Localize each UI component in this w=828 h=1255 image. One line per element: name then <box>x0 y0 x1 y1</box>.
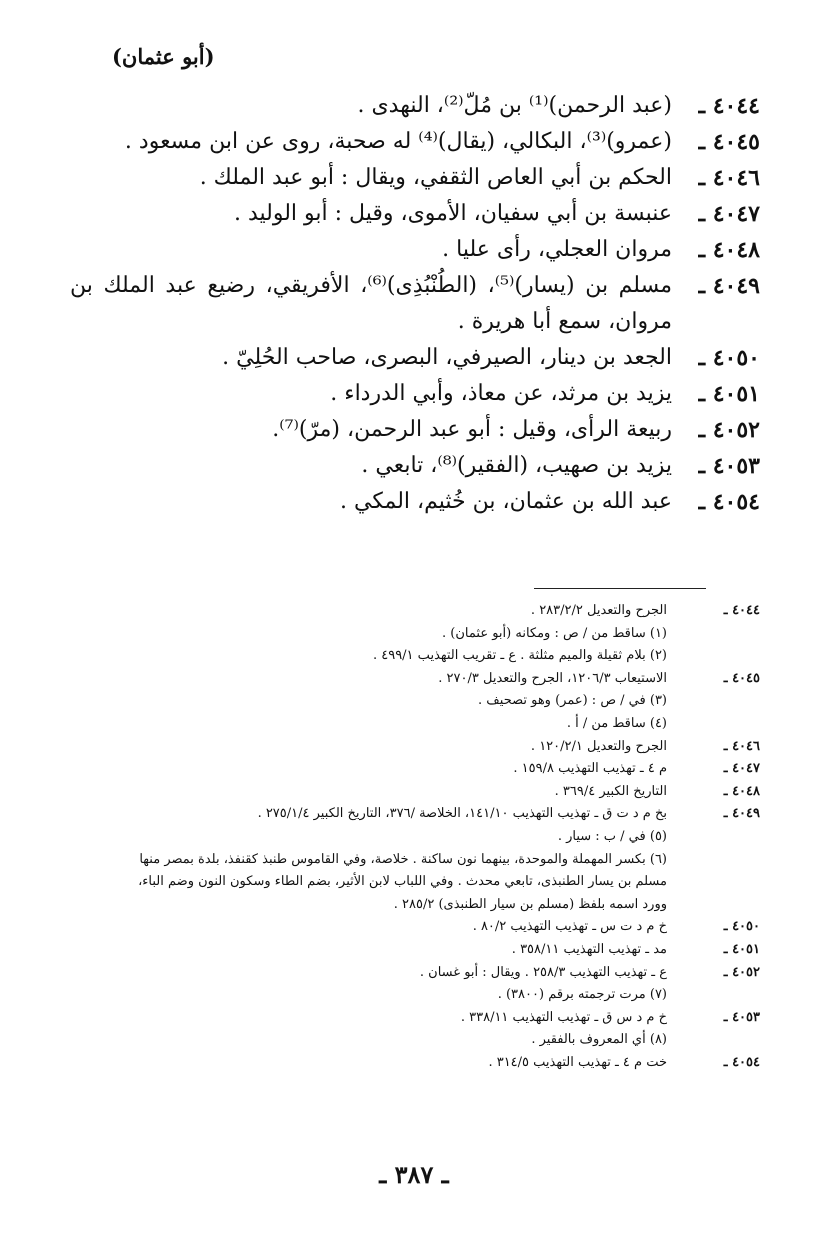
footnote-line: خت م ٤ ـ تهذيب التهذيب ٣١٤/٥ . <box>488 1054 667 1070</box>
footnote-line: مد ـ تهذيب التهذيب ٣٥٨/١١ . <box>511 941 667 957</box>
footnote-line: التاريخ الكبير ٣٦٩/٤ . <box>554 783 667 799</box>
footnote-entry-number: ٤٠٤٥ ـ <box>723 670 760 686</box>
footnote-group <box>90 758 760 781</box>
entry-text: يزيد بن صهيب، (الفقير)⁽⁸⁾، تابعي . <box>361 453 672 478</box>
entry-number: ٤٠٤٨ ـ <box>698 237 760 263</box>
entry <box>70 340 760 376</box>
page-number: ـ ٣٨٧ ـ <box>379 1160 449 1189</box>
entry <box>70 376 760 412</box>
footnote-line: مسلم بن يسار الطنبذى، تابعي محدث . وفي اللباب لابن الأثير، بضم الطاء وسكون النون وضم الباء، <box>138 874 667 890</box>
footnote-line: ع ـ تهذيب التهذيب ٢٥٨/٣ . ويقال : أبو غسان . <box>419 964 667 980</box>
entry-number: ٤٠٥٢ ـ <box>698 417 760 443</box>
entry <box>70 196 760 232</box>
footnote-separator <box>534 588 706 589</box>
footnote-entry-number: ٤٠٤٨ ـ <box>723 783 760 799</box>
footnotes <box>90 600 760 1074</box>
footnote-line: بخ م د ت ق ـ تهذيب التهذيب ١٤١/١٠، الخلاصة /٣٧٦، التاريخ الكبير ٢٧٥/١/٤ . <box>257 806 667 822</box>
footnote-line: (٤) ساقط من / أ . <box>566 715 667 731</box>
footnote-group <box>90 736 760 759</box>
footnote-line: وورد اسمه بلفظ (مسلم بن سيار الطنبذى) ٢٨٥/٢ . <box>393 896 667 912</box>
footnote-line: (٣) في / ص : (عمر) وهو تصحيف . <box>478 693 667 709</box>
footnote-line: الجرح والتعديل ٢٨٣/٢/٢ . <box>530 603 667 618</box>
footnote-line: خ م د ت س ـ تهذيب التهذيب ٨٠/٢ . <box>472 919 667 935</box>
footnote-group <box>90 803 760 916</box>
footnote-entry-number: ٤٠٤٩ ـ <box>723 806 760 822</box>
footnote-entry-number: ٤٠٥٣ ـ <box>723 1009 760 1025</box>
entry <box>70 232 760 268</box>
footnote-entry-number: ٤٠٥٤ ـ <box>723 1054 760 1070</box>
entry-number: ٤٠٤٩ ـ <box>698 273 760 299</box>
entry <box>70 124 760 160</box>
footnote-line: (٢) بلام ثقيلة والميم مثلثة . ع ـ تقريب التهذيب ٤٩٩/١ . <box>372 648 667 664</box>
footnote-entry-number: ٤٠٥١ ـ <box>723 941 760 957</box>
entry-number: ٤٠٥٠ ـ <box>698 345 760 371</box>
footnote-line: (٧) مرت ترجمته برقم (٣٨٠٠) . <box>497 987 667 1003</box>
footnote-group <box>90 600 760 668</box>
footnote-entry-number: ٤٠٤٧ ـ <box>723 761 760 777</box>
entry-number: ٤٠٥٤ ـ <box>698 489 760 515</box>
entry-text: الحكم بن أبي العاص الثقفي، ويقال : أبو عبد الملك . <box>199 165 672 190</box>
footnote-line: الجرح والتعديل ١٢٠/٢/١ . <box>530 738 667 754</box>
entry-number: ٤٠٤٤ ـ <box>698 93 760 119</box>
entries-list <box>70 88 760 520</box>
entry <box>70 484 760 520</box>
entry-text: عنبسة بن أبي سفيان، الأموى، وقيل : أبو الوليد . <box>233 201 672 226</box>
footnote-entry-number: ٤٠٤٦ ـ <box>723 738 760 754</box>
footnote-group <box>90 1052 760 1075</box>
footnote-entry-number: ٤٠٥٠ ـ <box>723 919 760 935</box>
entry <box>70 88 760 124</box>
entry-number: ٤٠٤٦ ـ <box>698 165 760 191</box>
footnote-group <box>90 668 760 736</box>
entry-number: ٤٠٤٥ ـ <box>698 129 760 155</box>
footnote-line: الاستيعاب ١٢٠٦/٣، الجرح والتعديل ٢٧٠/٣ . <box>438 670 667 686</box>
footnote-group <box>90 962 760 1007</box>
footnote-group <box>90 916 760 939</box>
entry <box>70 412 760 448</box>
entry-text: مروان العجلي، رأى عليا . <box>442 237 672 262</box>
entry <box>70 268 760 340</box>
footnote-group <box>90 781 760 804</box>
footnote-group <box>90 939 760 962</box>
footnote-line: (٦) بكسر المهملة والموحدة، بينهما نون ساكنة . خلاصة، وفي القاموس طنبذ كقنفذ، بلدة بمصر منها <box>139 851 667 867</box>
entry-text: ربيعة الرأى، وقيل : أبو عبد الرحمن، (مرّ)⁽⁷⁾. <box>272 417 672 442</box>
entry-text: الجعد بن دينار، الصيرفي، البصرى، صاحب الحُلِيّ . <box>222 345 672 370</box>
running-header: (أبو عثمان) <box>112 44 215 69</box>
footnote-line: (١) ساقط من / ص : ومكانه (أبو عثمان) . <box>442 625 667 641</box>
footnote-line: (٥) في / ب : سيار . <box>557 828 667 844</box>
entry-text: عبد الله بن عثمان، بن خُثيم، المكي . <box>340 489 672 514</box>
entry-text: مسلم بن (يسار)⁽⁵⁾، (الطُنْبُذِى)⁽⁶⁾، الأفريقي، رضيع عبد الملك بن مروان، سمع أبا هريرة . <box>70 273 673 334</box>
entry-text: يزيد بن مرثد، عن معاذ، وأبي الدرداء . <box>330 381 672 406</box>
entry <box>70 448 760 484</box>
entry-number: ٤٠٥١ ـ <box>698 381 760 407</box>
footnote-group <box>90 1007 760 1052</box>
entry-number: ٤٠٤٧ ـ <box>698 201 760 227</box>
entry <box>70 160 760 196</box>
entry-text: (عمرو)⁽³⁾، البكالي، (يقال)⁽⁴⁾ له صحبة، روى عن ابن مسعود . <box>124 129 672 154</box>
footnote-line: (٨) أي المعروف بالفقير . <box>531 1032 667 1048</box>
entry-number: ٤٠٥٣ ـ <box>698 453 760 479</box>
footnote-entry-number: ٤٠٤٤ ـ <box>723 603 760 618</box>
footnote-entry-number: ٤٠٥٢ ـ <box>723 964 760 980</box>
footnote-line: خ م د س ق ـ تهذيب التهذيب ٣٣٨/١١ . <box>460 1009 667 1025</box>
footnote-line: م ٤ ـ تهذيب التهذيب ١٥٩/٨ . <box>513 761 667 777</box>
entry-text: (عبد الرحمن)⁽¹⁾ بن مُلّ⁽²⁾، النهدى . <box>357 93 672 118</box>
